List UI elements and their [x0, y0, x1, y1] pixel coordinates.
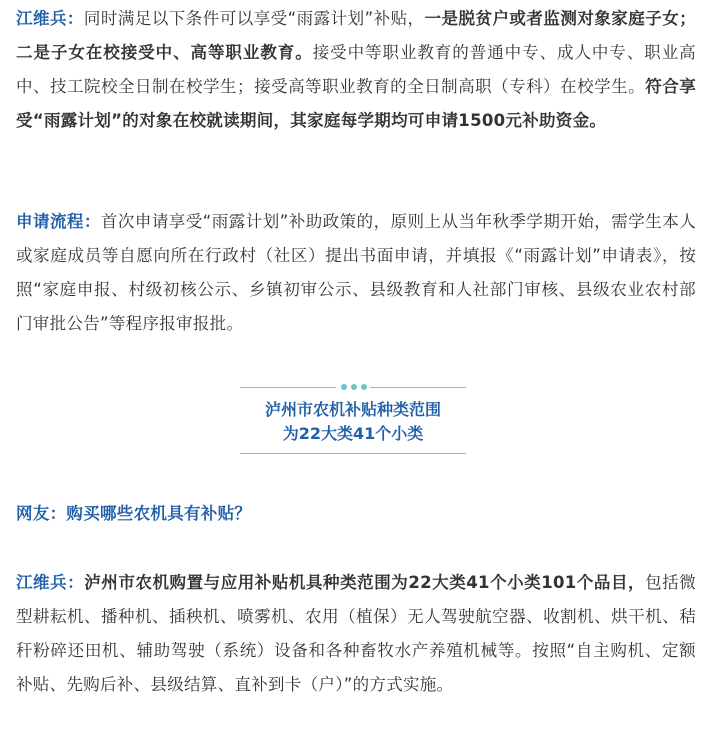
process-text: 首次申请享受“雨露计划”补助政策的，原则上从当年秋季学期开始，需学生本人或家庭成员等自愿向所在行政村（社区）提出书面申请，并填报《“雨露计划”申请表》，按照“家庭申报、村级初核公示、乡镇初审公示、县级教育和人社部门审核、县级农业农村部门审批公告”等程序报审报批。 — [16, 212, 696, 333]
speaker-label: 江维兵： — [16, 573, 85, 592]
question-paragraph: 网友：购买哪些农机具有补贴？ — [16, 504, 252, 523]
paragraph-application-process — [16, 205, 696, 341]
dot-icon — [341, 384, 347, 390]
eligibility-detail: 接受中等职业教育的普通中专、成人中专、职业高中、技工院校全日制在校学生；接受高等职业教育的全日制高职（专科）在校学生。 — [16, 43, 696, 96]
dot-icon — [351, 384, 357, 390]
divider-line-top-right — [370, 387, 466, 388]
machinery-detail: 包括微型耕耘机、播种机、插秧机、喷雾机、农用（植保）无人驾驶航空器、收割机、烘干机、秸秆粉碎还田机、辅助驾驶（系统）设备和各种畜牧水产养殖机械等。按照“自主购机、定额补贴、先购后补、县级结算、直补到卡（户）”的方式实施。 — [16, 573, 696, 694]
section-heading-block — [240, 378, 466, 458]
paragraph-eligibility — [16, 2, 696, 138]
eligibility-conditions: 一是脱贫户或者监测对象家庭子女；二是子女在校接受中、高等职业教育。 — [16, 9, 697, 62]
section-title-line-2: 为22大类41个小类 — [282, 424, 424, 443]
eligibility-intro: 同时满足以下条件可以享受“雨露计划”补贴， — [83, 9, 425, 28]
section-title — [240, 398, 466, 446]
paragraph-machinery-subsidy — [16, 566, 696, 702]
machinery-scope-statement: 泸州市农机购置与应用补贴机具种类范围为22大类41个小类101个品目， — [84, 573, 646, 592]
divider-dots — [341, 384, 367, 390]
speaker-label: 江维兵： — [16, 9, 84, 28]
dot-icon — [361, 384, 367, 390]
process-label: 申请流程： — [16, 212, 101, 231]
divider-line-top-left — [240, 387, 336, 388]
divider-line-bottom — [240, 453, 466, 454]
subsidy-amount-statement: 符合享受“雨露计划”的对象在校就读期间，其家庭每学期均可申请1500元补助资金。 — [16, 77, 696, 130]
section-title-line-1: 泸州市农机补贴种类范围 — [264, 400, 441, 419]
